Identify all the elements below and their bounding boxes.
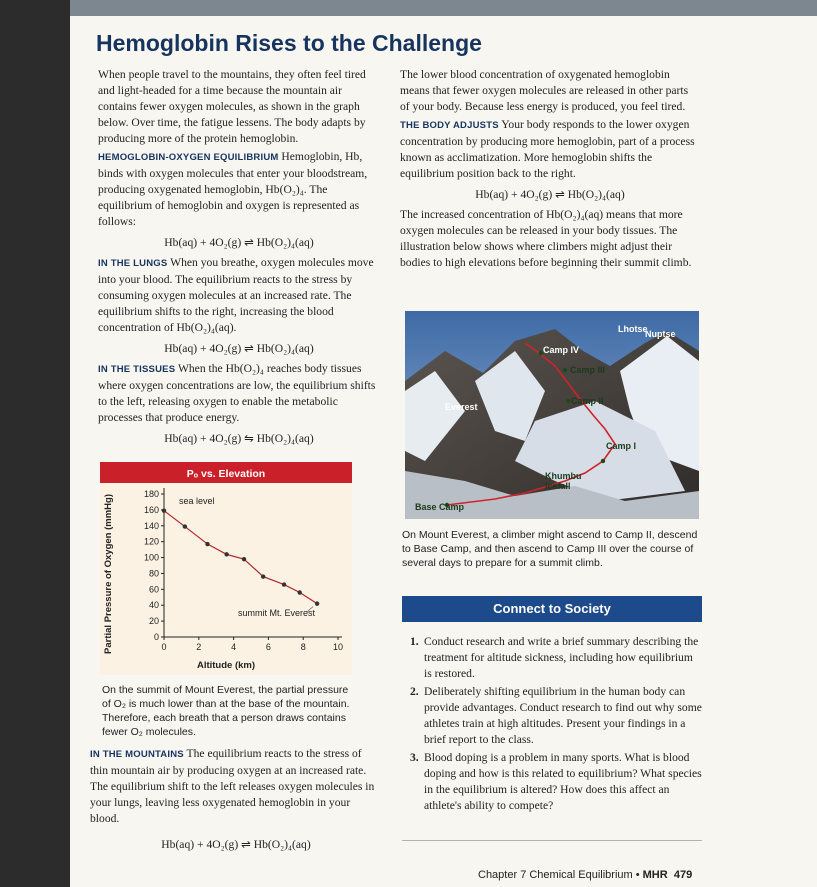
label-everest: Everest	[445, 402, 478, 412]
data-point	[242, 557, 246, 561]
data-point	[261, 574, 265, 578]
x-tick-label: 8	[300, 642, 306, 652]
y-tick-label: 60	[148, 584, 159, 595]
page-number: 479	[673, 869, 693, 881]
data-point	[282, 582, 286, 586]
tissues-paragraph	[98, 361, 380, 426]
equation-5: Hb(aq) + 4O₂(g) ⇌ Hb(O₂)₄(aq)	[475, 188, 625, 201]
data-point	[183, 524, 187, 528]
annotation-sea-level: sea level	[179, 496, 215, 506]
equilibrium-text: Hemoglobin, Hb, binds with oxygen molecules that enter your bloodstream, producing oxygenated hemoglobin, Hb(O₂)₄. The equilibrium of hemoglobin and oxygen is represented as follows:	[98, 150, 368, 228]
mountains-paragraph	[90, 746, 382, 829]
photo-caption: On Mount Everest, a climber might ascend to Camp II, descend to Base Camp, and then ascend to Camp III over the course of several days to prepare for a summit climb.	[402, 529, 698, 569]
right-column	[400, 67, 700, 273]
label-camp-3: Camp III	[570, 365, 606, 375]
label-icefall: Icefall	[545, 481, 571, 491]
mountains-text: The equilibrium reacts to the stress of thin mountain air by producing oxygen at an increased rate. The equilibrium shift to the left releases oxygen molecules in your lungs, leaving less oxygenated hemoglobin in your blood.	[90, 747, 375, 825]
page-footer	[478, 869, 692, 881]
chart-x-label: Altitude (km)	[196, 660, 256, 671]
chart-y-label: Partial Pressure of Oxygen (mmHg)	[103, 494, 114, 654]
textbook-page	[70, 0, 817, 887]
label-lhotse: Lhotse	[618, 324, 648, 334]
y-tick-label: 180	[143, 489, 159, 499]
lungs-text: When you breathe, oxygen molecules move into your blood. The equilibrium reacts to the stress by consuming oxygen molecules at an increased rate. The equilibrium shifts to the right, increasing the blood concentration of Hb(O₂)₄(aq).	[98, 256, 374, 334]
y-tick-label: 40	[148, 600, 159, 611]
label-camp-1: Camp I	[606, 441, 637, 451]
lungs-paragraph	[98, 255, 380, 336]
label-nuptse: Nuptse	[645, 329, 676, 339]
x-tick-label: 2	[196, 642, 202, 652]
y-tick-label: 20	[148, 616, 159, 627]
adjusts-text: Your body responds to the lower oxygen concentration by producing more hemoglobin, part of a process known as acclimatization. More hemoglobin shifts the equilibrium position back to the right.	[400, 118, 695, 180]
question-number: 2.	[410, 685, 419, 698]
lungs-heading: IN THE LUNGS	[98, 258, 168, 269]
label-camp-4: Camp IV	[543, 345, 580, 355]
x-tick-label: 6	[265, 642, 271, 652]
x-tick-label: 10	[332, 642, 344, 652]
chart-background	[100, 462, 352, 675]
top-band	[70, 0, 817, 16]
equilibrium-paragraph	[98, 149, 380, 230]
question-text: Blood doping is a problem in many sports. What is blood doping and how is this related to equilibrium? What species in the equilibrium is altered? How does this affect an athlete's ability to compete?	[424, 751, 702, 812]
question-text: Deliberately shifting equilibrium in the human body can provide advantages. Conduct research to find out why some athletes train at high altitudes. Present your findings in a brief report to the class.	[424, 685, 702, 746]
annotation-summit: summit Mt. Everest	[237, 608, 315, 618]
data-point	[162, 508, 166, 512]
data-point	[224, 552, 228, 556]
equation-4: Hb(aq) + 4O₂(g) ⇌ Hb(O₂)₄(aq)	[161, 838, 311, 851]
oxygen-elevation-chart	[100, 462, 352, 675]
question-item	[400, 634, 702, 682]
question-number: 1.	[410, 635, 419, 648]
connect-to-society-banner: Connect to Society	[402, 596, 702, 622]
chart-title: Pₒ vs. Elevation	[186, 468, 266, 480]
question-number: 3.	[410, 751, 419, 764]
page-title: Hemoglobin Rises to the Challenge	[96, 30, 482, 56]
label-khumbu: Khumbu	[545, 471, 582, 481]
left-column	[98, 67, 380, 451]
equation-2: Hb(aq) + 4O₂(g) ⇌ Hb(O₂)₄(aq)	[164, 342, 314, 355]
label-base-camp: Base Camp	[415, 502, 465, 512]
footer-chapter: Chapter 7 Chemical Equilibrium •	[478, 869, 643, 881]
question-item	[400, 684, 702, 748]
tissues-text: When the Hb(O₂)₄ reaches body tissues where oxygen concentrations are low, the equilibrium shifts to the left, releasing oxygen to enable the metabolic processes that produce energy.	[98, 362, 376, 424]
mountains-paragraph-body	[90, 746, 382, 827]
equilibrium-heading: HEMOGLOBIN-OXYGEN EQUILIBRIUM	[98, 152, 279, 163]
equation-1: Hb(aq) + 4O₂(g) ⇌ Hb(O₂)₄(aq)	[164, 236, 314, 249]
intro-paragraph: When people travel to the mountains, they often feel tired and light-headed for a time because the mountain air contains fewer oxygen molecules, as shown in the graph below. Over time, the fatigue lessens. The body adapts by producing more of the protein hemoglobin.	[98, 68, 366, 145]
camp-3-dot	[563, 368, 567, 372]
camp-1-dot	[601, 459, 605, 463]
y-tick-label: 140	[143, 520, 159, 531]
x-tick-label: 4	[231, 642, 237, 652]
camp-2-dot	[566, 399, 570, 403]
y-tick-label: 100	[143, 552, 159, 563]
data-point	[298, 590, 302, 594]
equation-3: Hb(aq) + 4O₂(g) ⇋ Hb(O₂)₄(aq)	[164, 432, 314, 445]
question-item	[400, 750, 702, 814]
y-tick-label: 120	[143, 536, 159, 547]
y-tick-label: 80	[148, 568, 159, 579]
y-tick-label: 160	[143, 504, 159, 515]
data-point	[205, 542, 209, 546]
divider-rule	[402, 840, 702, 841]
adjusts-paragraph	[400, 117, 700, 182]
tissues-heading: IN THE TISSUES	[98, 364, 176, 375]
footer-brand: MHR	[642, 869, 668, 881]
adjusts-heading: THE BODY ADJUSTS	[400, 120, 499, 131]
y-tick-label: 0	[153, 632, 159, 642]
x-tick-label: 0	[161, 642, 167, 652]
label-camp-2: Camp II	[571, 396, 604, 406]
graph-caption: On the summit of Mount Everest, the partial pressure of O₂ is much lower than at the base of the mountain. Therefore, each breath that a person draws contains fewer O₂ molecules.	[102, 684, 350, 738]
data-point	[315, 601, 319, 605]
questions-list	[400, 634, 702, 816]
question-text: Conduct research and write a brief summary describing the treatment for altitude sickness, including how equilibrium is restored.	[424, 635, 699, 680]
final-equation-wrap	[90, 832, 382, 857]
right-paragraph-1: The lower blood concentration of oxygenated hemoglobin means that fewer oxygen molecules are released in other parts of your body. Because less energy is produced, you feel tired.	[400, 68, 689, 113]
right-paragraph-2: The increased concentration of Hb(O₂)₄(aq) means that more oxygen molecules can be released in your body tissues. The illustration below shows where climbers might adjust their bodies to high elevations before beginning their summit climb.	[400, 208, 692, 269]
mountains-heading: IN THE MOUNTAINS	[90, 749, 184, 760]
everest-route-photo	[405, 311, 699, 519]
